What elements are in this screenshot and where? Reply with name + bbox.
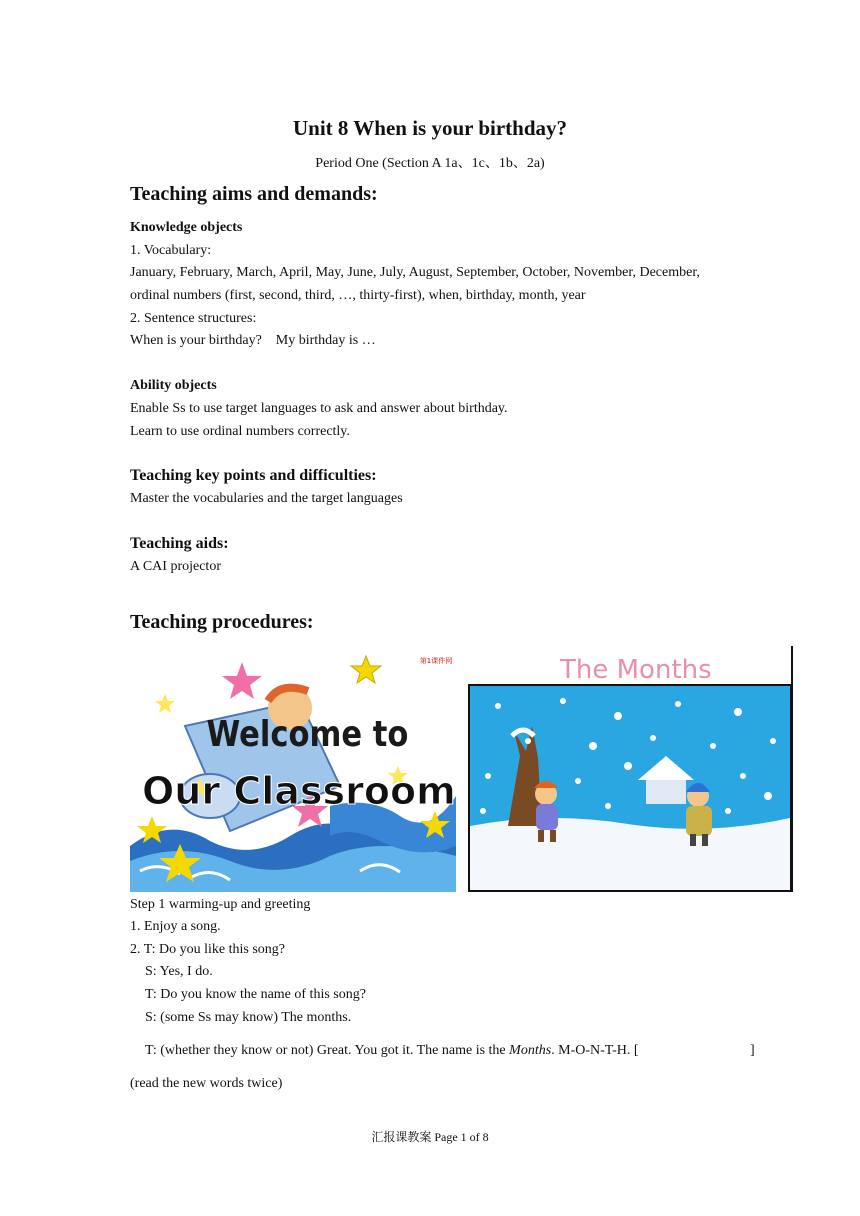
aids-text: A CAI projector	[130, 559, 221, 574]
aims-heading: Teaching aims and demands:	[130, 183, 378, 205]
bracket-close: ]	[750, 1043, 755, 1058]
welcome-illustration	[130, 646, 456, 892]
keypoints-heading: Teaching key points and difficulties:	[130, 467, 377, 484]
page-footer: 汇报课教案 Page 1 of 8	[371, 1130, 489, 1144]
knowledge-heading: Knowledge objects	[130, 220, 243, 235]
read-twice-note: (read the new words twice)	[130, 1076, 283, 1091]
dialogue-s-yes: S: Yes, I do.	[145, 964, 213, 979]
months-slide-image	[468, 646, 794, 892]
step1-item-2: 2. T: Do you like this song?	[130, 942, 285, 957]
aids-heading: Teaching aids:	[130, 535, 229, 552]
dialogue-t-whether	[145, 1043, 639, 1059]
keypoints-text: Master the vocabularies and the target languages	[130, 491, 403, 506]
sentence-label: 2. Sentence structures:	[130, 311, 257, 326]
sentence-line: When is your birthday? My birthday is …	[130, 333, 376, 348]
welcome-text: Welcome to	[206, 712, 409, 755]
vocab-label: 1. Vocabulary:	[130, 243, 212, 258]
site-logo: 第1课件网	[419, 657, 453, 665]
our-classroom-text: Our Classroom	[142, 769, 456, 813]
dialogue-t-whether-post: . M-O-N-T-H. [	[551, 1043, 639, 1058]
dialogue-s-some: S: (some Ss may know) The months.	[145, 1010, 352, 1025]
document-title: Unit 8 When is your birthday?	[292, 116, 568, 140]
welcome-slide-image	[130, 646, 456, 892]
months-illustration	[468, 646, 794, 892]
step1-item-1: 1. Enjoy a song.	[130, 919, 221, 934]
ability-line-2: Learn to use ordinal numbers correctly.	[130, 424, 350, 439]
dialogue-t-know: T: Do you know the name of this song?	[145, 987, 366, 1002]
ability-heading: Ability objects	[130, 378, 217, 393]
procedures-heading: Teaching procedures:	[130, 611, 314, 633]
vocab-line-2: ordinal numbers (first, second, third, …, thirty-first), when, birthday, month, year	[130, 288, 586, 303]
document-subtitle: Period One (Section A 1a、1c、1b、2a)	[315, 156, 545, 171]
ability-line-1: Enable Ss to use target languages to ask and answer about birthday.	[130, 401, 508, 416]
vocab-line-1: January, February, March, April, May, June, July, August, September, October, November, December,	[130, 265, 700, 280]
step1-heading: Step 1 warming-up and greeting	[130, 897, 311, 912]
dialogue-t-whether-pre: T: (whether they know or not) Great. You got it. The name is the	[145, 1043, 510, 1058]
months-title: The Months	[560, 655, 712, 685]
months-italic: Months	[509, 1043, 552, 1058]
